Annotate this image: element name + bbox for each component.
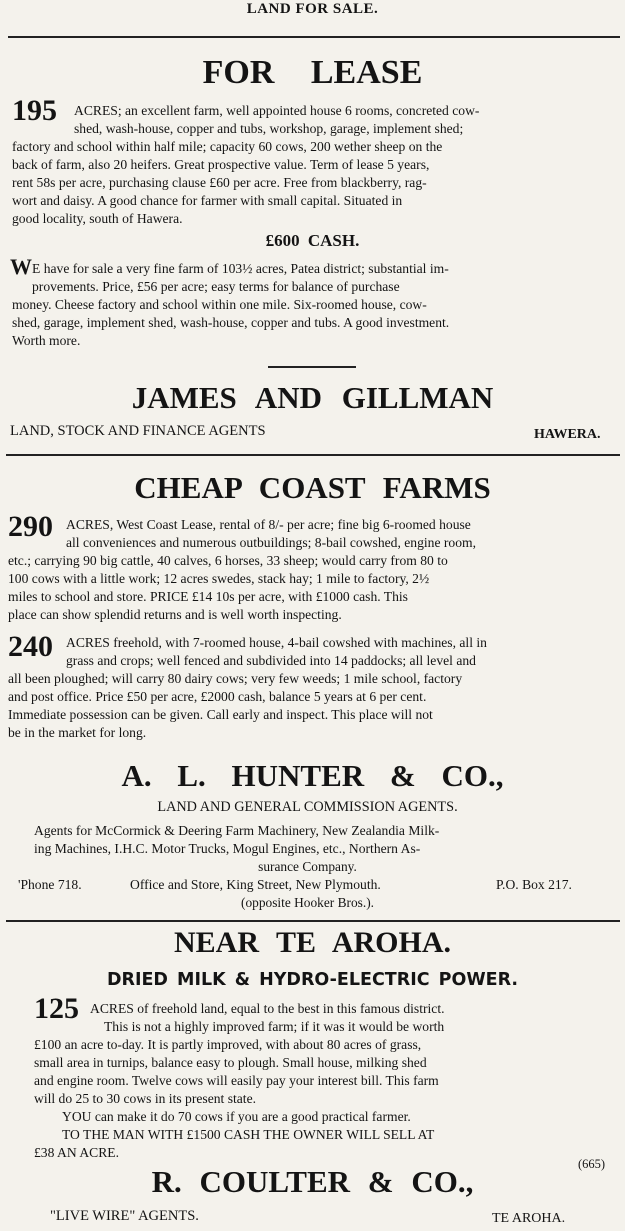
ad-text-line: ACRES freehold, with 7-roomed house, 4-bail cowshed with machines, all in <box>66 635 487 650</box>
ad-text-line: shed, wash-house, copper and tubs, workshop, garage, implement shed; <box>74 121 464 136</box>
ad-text-line: E have for sale a very fine farm of 103½ acres, Patea district; substantial im- <box>32 261 449 276</box>
ad-text-line: good locality, south of Hawera. <box>12 211 183 226</box>
agent-description: LAND, STOCK AND FINANCE AGENTS <box>10 423 266 439</box>
ad-text-line: wort and daisy. A good chance for farmer with small capital. Situated in <box>12 193 403 208</box>
ad-text-line: grass and crops; well fenced and subdivided into 14 paddocks; all level and <box>66 653 476 668</box>
acres-number-195: 195 <box>12 94 57 127</box>
ad-text-line: Immediate possession can be given. Call early and inspect. This place will not <box>8 707 433 722</box>
acres-number-240: 240 <box>8 630 53 663</box>
ad-text-line: YOU can make it do 70 cows if you are a good practical farmer. <box>62 1109 411 1124</box>
ad-text-line: and post office. Price £50 per acre, £2000 cash, balance 5 years at 6 per cent. <box>8 689 427 704</box>
ad-title-cheap-coast-farms: CHEAP COAST FARMS <box>134 470 491 505</box>
ad-text-line: back of farm, also 20 heifers. Great prospective value. Term of lease 5 years, <box>12 157 430 172</box>
agent-location: HAWERA. <box>534 427 601 442</box>
ad-text-line: shed, garage, implement shed, wash-house, copper and tubs. A good investment. <box>12 315 450 330</box>
agent-info-line: ing Machines, I.H.C. Motor Trucks, Mogul Engines, etc., Northern As- <box>34 841 421 856</box>
agent-description: LAND AND GENERAL COMMISSION AGENTS. <box>157 799 458 815</box>
ad-text-line: ACRES, West Coast Lease, rental of 8/- per acre; fine big 6-roomed house <box>66 517 471 532</box>
ad-subtitle: DRIED MILK & HYDRO-ELECTRIC POWER. <box>106 970 519 990</box>
ad-text-line: place can show splendid returns and is well worth inspecting. <box>8 607 342 622</box>
ad-text-line: ACRES; an excellent farm, well appointed house 6 rooms, concreted cow- <box>74 103 480 118</box>
ad-text-line: £38 AN ACRE. <box>34 1145 119 1160</box>
agent-info-line: Agents for McCormick & Deering Farm Machinery, New Zealandia Milk- <box>34 823 440 838</box>
agent-info-line: surance Company. <box>258 859 357 874</box>
ad-text-line: and engine room. Twelve cows will easily pay your interest bill. This farm <box>34 1073 439 1088</box>
agent-name: R. COULTER & CO., <box>151 1164 474 1199</box>
short-divider <box>268 366 356 368</box>
ad-text-line: provements. Price, £56 per acre; easy terms for balance of purchase <box>32 279 400 294</box>
ad-reference-number: (665) <box>578 1157 606 1171</box>
ad-text-line: small area in turnips, balance easy to plough. Small house, milking shed <box>34 1055 427 1070</box>
po-box: P.O. Box 217. <box>496 877 572 892</box>
acres-number-125: 125 <box>34 992 79 1025</box>
agent-name: JAMES AND GILLMAN <box>131 380 494 415</box>
drop-cap: W <box>10 254 32 279</box>
section-header: LAND FOR SALE. <box>246 1 379 17</box>
ad-text-line: Worth more. <box>12 333 81 348</box>
agent-name: A. L. HUNTER & CO., <box>121 758 504 793</box>
ad-text-line: factory and school within half mile; capacity 60 cows, 200 wether sheep on the <box>12 139 443 154</box>
agent-description: "LIVE WIRE" AGENTS. <box>50 1208 199 1224</box>
office-note: (opposite Hooker Bros.). <box>240 895 374 910</box>
ad-text-line: £100 an acre to-day. It is partly improved, with about 80 acres of grass, <box>34 1037 422 1052</box>
ad-text-line: money. Cheese factory and school within one mile. Six-roomed house, cow- <box>12 297 427 312</box>
ad-title-near-te-aroha: NEAR TE AROHA. <box>174 926 451 959</box>
ad-text-line: TO THE MAN WITH £1500 CASH THE OWNER WILL SELL AT <box>62 1127 435 1142</box>
office-address: Office and Store, King Street, New Plymouth. <box>130 877 381 892</box>
ad-title-for-lease: FOR LEASE <box>202 54 423 91</box>
acres-number-290: 290 <box>8 510 53 543</box>
ad-text-line: etc.; carrying 90 big cattle, 40 calves, 6 horses, 33 sheep; would carry from 80 to <box>8 553 448 568</box>
divider <box>8 36 620 38</box>
ad-text-line: will do 25 to 30 cows in its present state. <box>34 1091 257 1106</box>
divider <box>6 454 620 456</box>
divider <box>6 920 620 922</box>
ad-text-line: be in the market for long. <box>8 725 147 740</box>
ad-text-line: all conveniences and numerous outbuildings; 8-bail cowshed, engine room, <box>66 535 476 550</box>
agent-location: TE AROHA. <box>492 1211 566 1226</box>
phone-number: 'Phone 718. <box>18 877 82 892</box>
ad-text-line: 100 cows with a little work; 12 acres swedes, stack hay; 1 mile to factory, 2½ <box>8 571 430 586</box>
ad-text-line: all been ploughed; will carry 80 dairy cows; very few weeds; 1 mile school, factory <box>8 671 463 686</box>
ad-text-line: This is not a highly improved farm; if it was it would be worth <box>104 1019 445 1034</box>
ad-text-line: rent 58s per acre, purchasing clause £60 per acre. Free from blackberry, rag- <box>12 175 427 190</box>
ad-subtitle-cash: £600 CASH. <box>265 231 360 250</box>
ad-text-line: miles to school and store. PRICE £14 10s per acre, with £1000 cash. This <box>8 589 408 604</box>
ad-text-line: ACRES of freehold land, equal to the best in this famous district. <box>90 1001 445 1016</box>
